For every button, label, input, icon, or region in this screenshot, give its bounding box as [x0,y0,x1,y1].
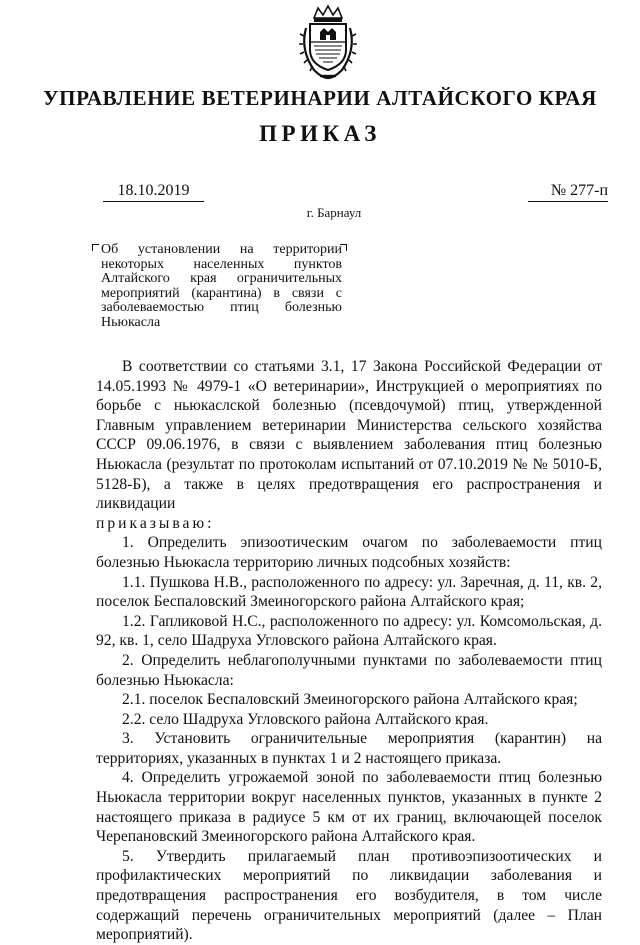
order-date: 18.10.2019 [103,182,204,202]
coat-of-arms-icon [296,4,360,82]
order-subject: Об установлении на территории некоторых населенных пунктов Алтайского края ограничительных мероприятий (карантина) в связи с заболеваемостью птиц болезнью Ньюкасла [101,242,342,330]
order-word: приказываю: [96,514,215,532]
agency-name: УПРАВЛЕНИЕ ВЕТЕРИНАРИИ АЛТАЙСКОГО КРАЯ [43,86,597,110]
order-item: 2. Определить неблагополучными пунктами по заболеваемости птиц болезнью Ньюкасла: [96,651,602,689]
order-body [96,357,602,945]
order-item: 1. Определить эпизоотическим очагом по заболеваемости птиц болезнью Ньюкасла территорию личных подсобных хозяйств: [96,534,602,571]
preamble-paragraph [96,357,602,514]
document-title: ПРИКАЗ [259,121,381,146]
city-name: г. Барнаул [306,205,362,220]
order-item: 5. Утвердить прилагаемый план противоэпизоотических и профилактических мероприятий по ликвидации заболевания и предотвращения распространения его возбудителя, в том числе содержащий перечень ограничительных мероприятий (далее – План мероприятий). [96,847,602,944]
order-item: 3. Установить ограничительные мероприятия (карантин) на территориях, указанных в пунктах 1 и 2 настоящего приказа. [96,730,602,767]
order-word-paragraph [96,514,602,534]
order-item: 4. Определить угрожаемой зоной по заболеваемости птиц болезнью Ньюкасла территории вокруг населенных пунктов, указанных в пункте 2 настоящего приказа в радиусе 5 км от их границ, включающей поселок Черепановский Змеиногорского района Алтайского края. [96,769,602,846]
order-item: 1.1. Пушкова Н.В., расположенного по адресу: ул. Заречная, д. 11, кв. 2, поселок Беспаловский Змеиногорского района Алтайского края; [96,573,602,611]
subject-bracket-left [92,244,99,251]
order-item: 1.2. Гапликовой Н.С., расположенного по адресу: ул. Комсомольская, д. 92, кв. 1, село Шадруха Угловского района Алтайского края. [96,612,602,650]
order-item: 2.2. село Шадруха Угловского района Алтайского края. [122,710,489,728]
preamble-text: В соответствии со статьями 3.1, 17 Закона Российской Федерации от 14.05.1993 № 4979-1 «О ветеринарии», Инструкцией о мероприятиях по борьбе с ньюкаслской болезнью (псевдочумой) птиц, утвержденной Главным управлением ветеринарии Министерства сельского хозяйства СССР 09.06.1976, в связи с выявлением заболевания птиц болезнью Ньюкасла (результат по протоколам испытаний от 07.10.2019 № № 5010-Б, 5128-Б), а также в целях предотвращения его распространения и ликвидации [96,358,602,513]
order-item: 2.1. поселок Беспаловский Змеиногорского района Алтайского края; [122,691,578,709]
order-number: № 277-п [528,182,608,202]
